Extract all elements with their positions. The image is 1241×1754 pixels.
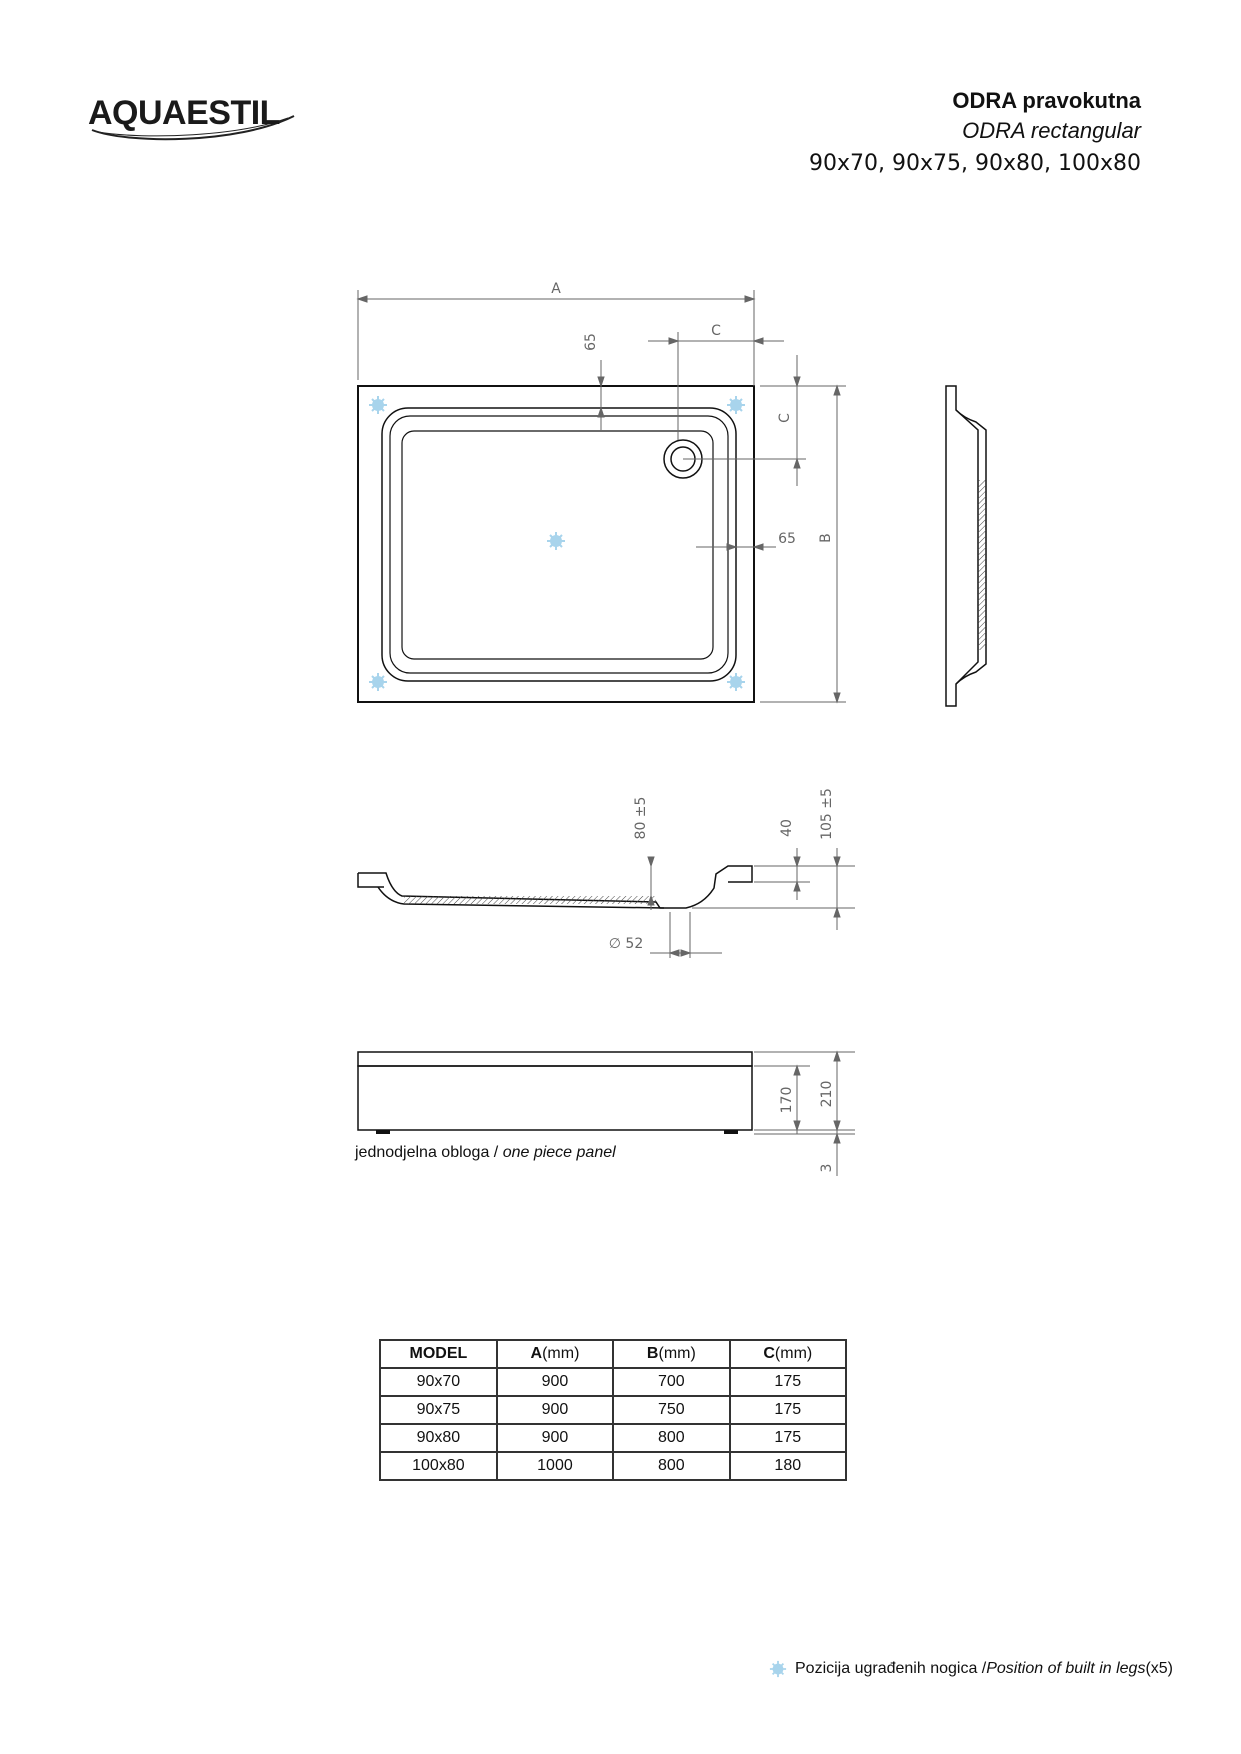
cell-b: 800 xyxy=(613,1424,729,1452)
section-view xyxy=(358,788,855,958)
cell-model: 90x75 xyxy=(380,1396,497,1424)
cell-model: 90x70 xyxy=(380,1368,497,1396)
dim-label-c-top: C xyxy=(711,323,721,339)
spec-table xyxy=(379,1339,847,1481)
leg-marker-icon xyxy=(727,396,745,414)
table-row xyxy=(380,1396,846,1424)
dim-label-210: 210 xyxy=(819,1080,835,1108)
dim-label-d52: ∅ 52 xyxy=(608,936,644,952)
legs-legend xyxy=(769,1660,1173,1678)
dim-label-b: B xyxy=(818,533,834,543)
table-row xyxy=(380,1452,846,1480)
cell-c: 180 xyxy=(730,1452,846,1480)
legend-text-hr: Pozicija ugrađenih nogica / xyxy=(795,1660,987,1677)
leg-marker-icon xyxy=(727,673,745,691)
side-profile xyxy=(946,386,986,706)
col-header-a: A(mm) xyxy=(497,1340,613,1368)
cell-c: 175 xyxy=(730,1424,846,1452)
dim-label-a: A xyxy=(551,281,561,297)
dim-label-3: 3 xyxy=(819,1163,835,1173)
panel-caption-hr: jednodjelna obloga / xyxy=(355,1144,503,1161)
col-header-c: C(mm) xyxy=(730,1340,846,1368)
title-hr: ODRA pravokutna xyxy=(952,88,1141,113)
col-header-b: B(mm) xyxy=(613,1340,729,1368)
logo-text: AQUAESTIL xyxy=(88,94,280,132)
cell-model: 90x80 xyxy=(380,1424,497,1452)
cell-b: 750 xyxy=(613,1396,729,1424)
cell-a: 900 xyxy=(497,1424,613,1452)
col-header-model: MODEL xyxy=(380,1340,497,1368)
legend-text-en: Position of built in legs xyxy=(986,1660,1146,1677)
cell-a: 900 xyxy=(497,1396,613,1424)
panel-caption xyxy=(355,1144,616,1162)
dim-label-65-right: 65 xyxy=(778,531,796,547)
leg-marker-icon xyxy=(769,1660,787,1678)
dim-label-105: 105 ±5 xyxy=(819,788,835,840)
table-row xyxy=(380,1368,846,1396)
table-row xyxy=(380,1424,846,1452)
cell-c: 175 xyxy=(730,1368,846,1396)
cell-model: 100x80 xyxy=(380,1452,497,1480)
top-view xyxy=(358,281,846,702)
cell-b: 700 xyxy=(613,1368,729,1396)
dim-label-170: 170 xyxy=(779,1086,795,1114)
dim-label-c-side: C xyxy=(777,413,793,423)
leg-marker-icon xyxy=(547,532,565,550)
leg-marker-icon xyxy=(369,396,387,414)
table-header-row xyxy=(380,1340,846,1368)
panel-caption-en: one piece panel xyxy=(502,1144,616,1161)
cell-c: 175 xyxy=(730,1396,846,1424)
legend-count: (x5) xyxy=(1145,1660,1173,1677)
dim-label-80: 80 ±5 xyxy=(633,796,649,840)
dim-label-65-top: 65 xyxy=(583,333,599,351)
dim-label-40: 40 xyxy=(779,819,795,837)
leg-marker-icon xyxy=(369,673,387,691)
cell-b: 800 xyxy=(613,1452,729,1480)
cell-a: 1000 xyxy=(497,1452,613,1480)
title-en: ODRA rectangular xyxy=(962,118,1141,143)
size-list: 90x70, 90x75, 90x80, 100x80 xyxy=(809,151,1141,176)
cell-a: 900 xyxy=(497,1368,613,1396)
